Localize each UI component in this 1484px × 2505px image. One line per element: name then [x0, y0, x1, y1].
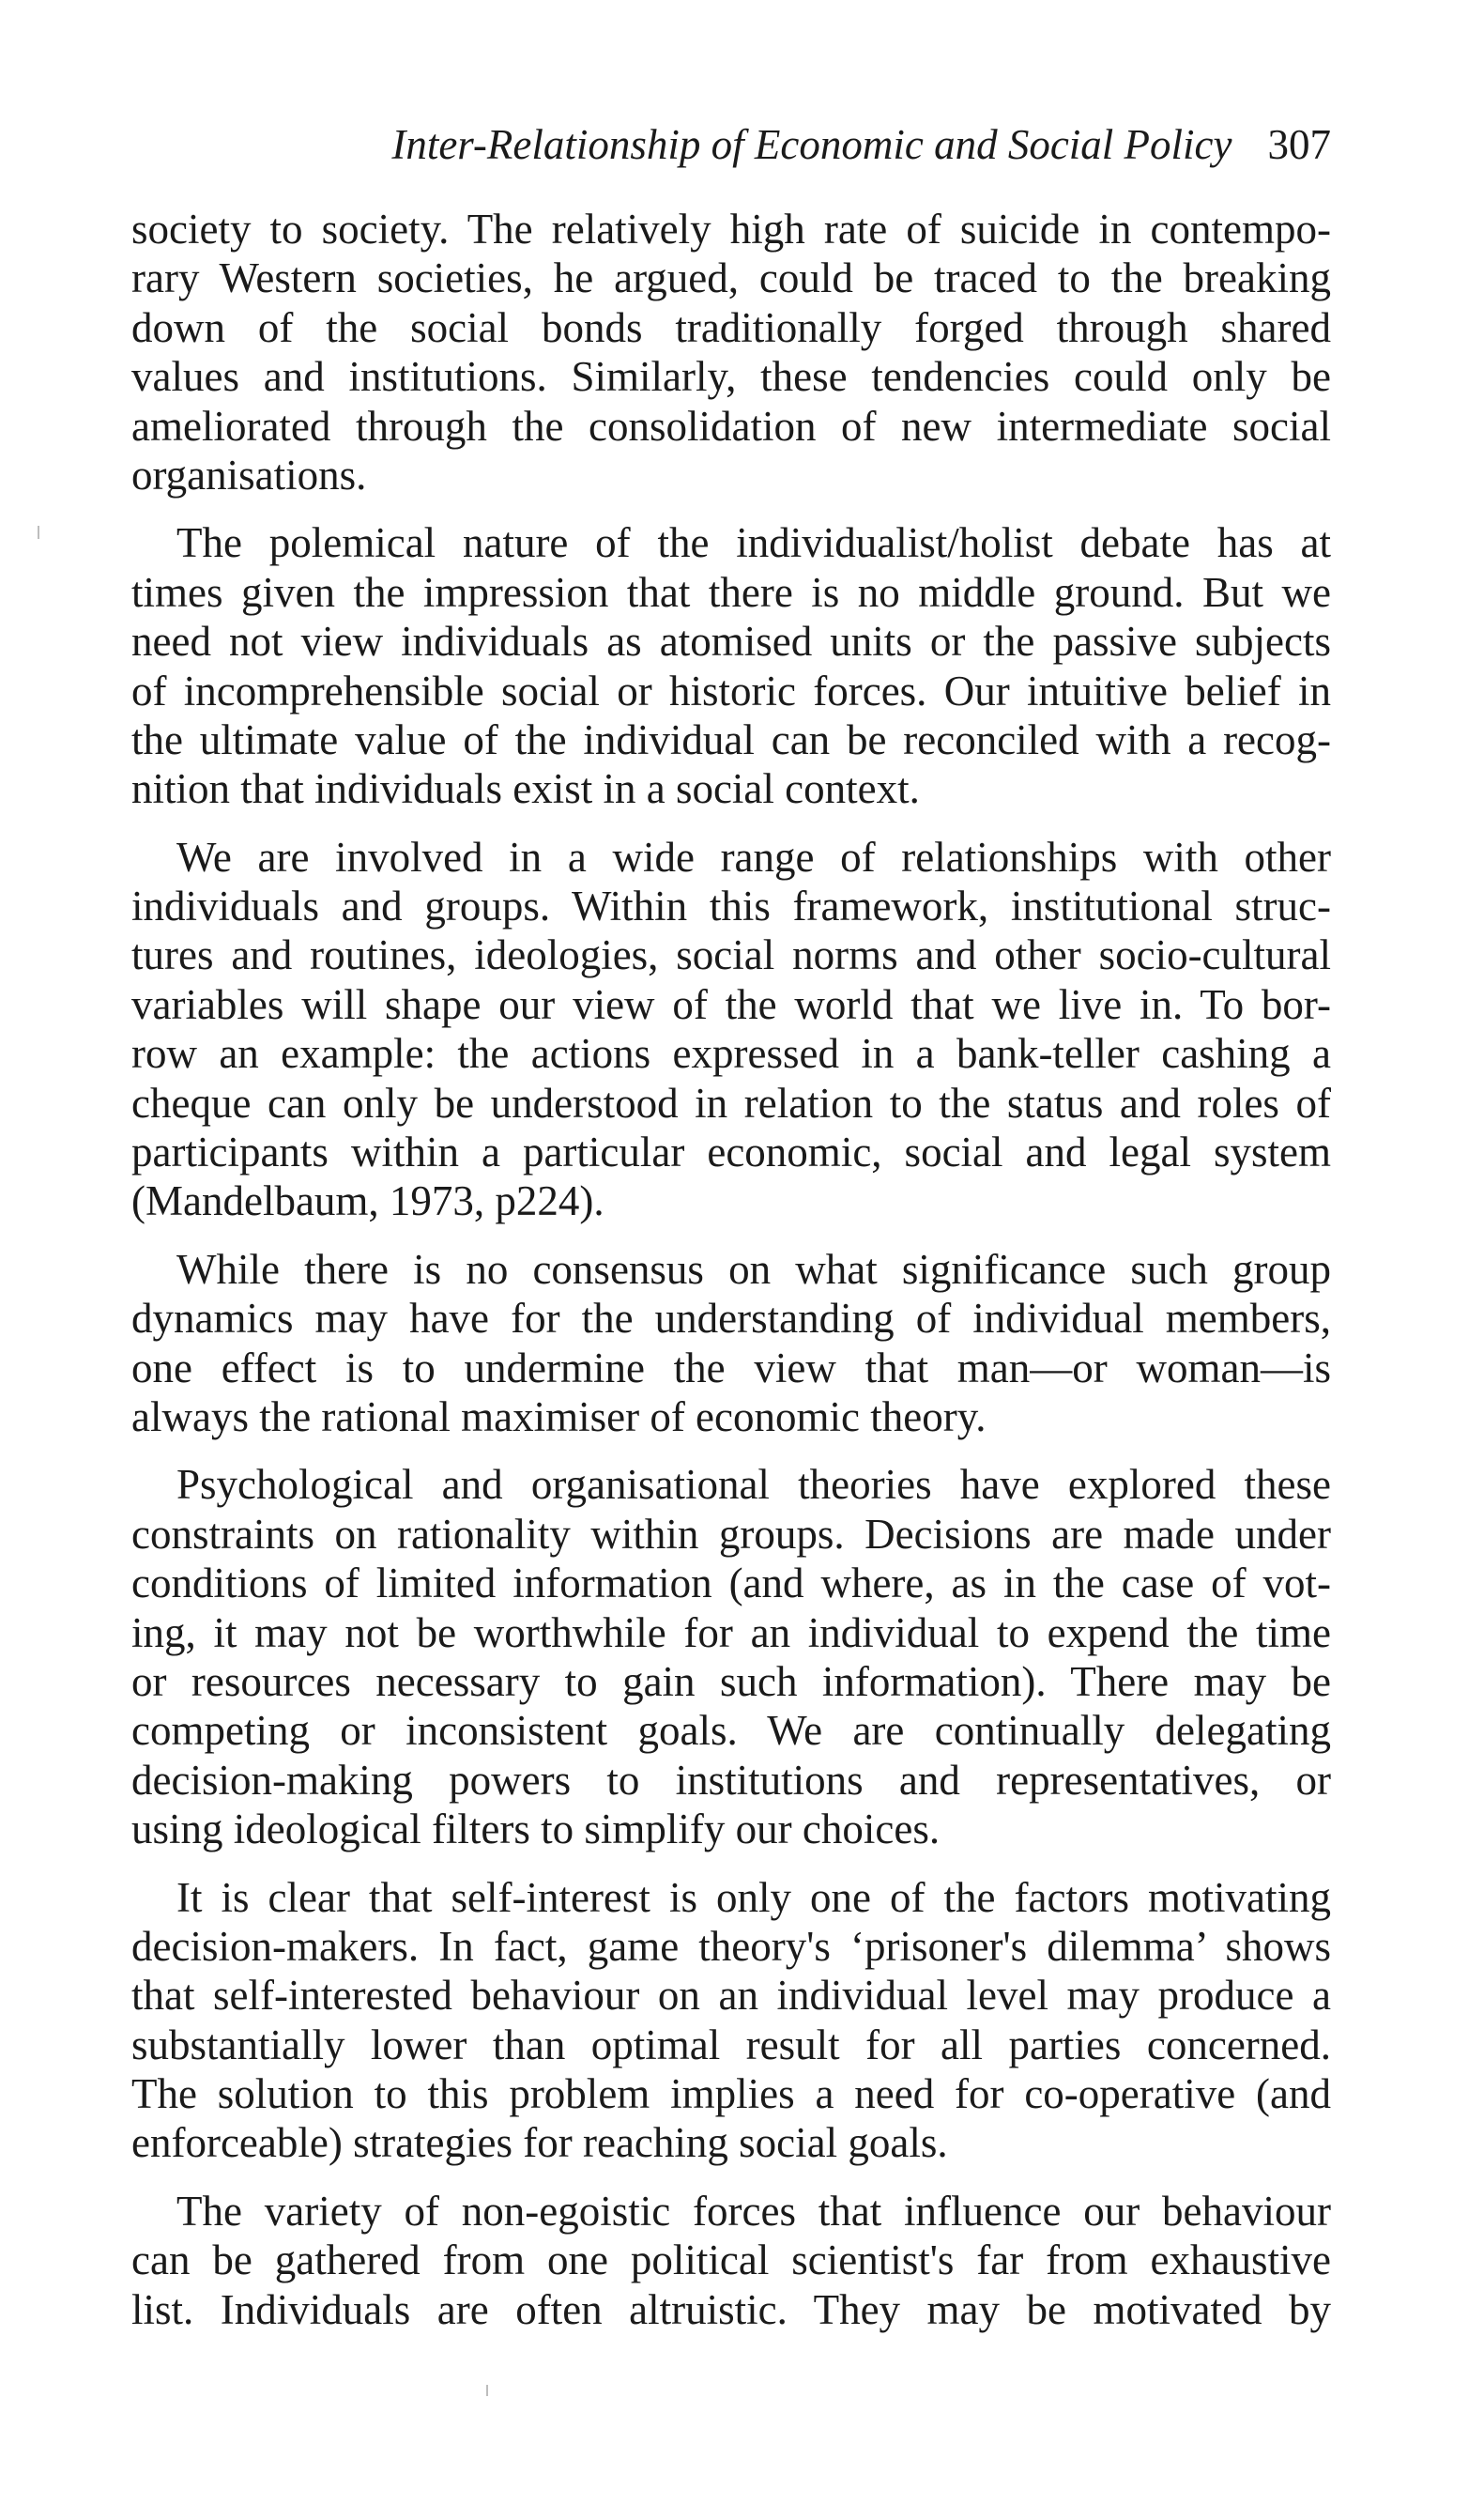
paragraph-gap	[131, 1854, 1331, 1873]
text-line: or resources necessary to gain such information). There may be	[131, 1657, 1331, 1705]
text-line: The solution to this problem implies a need for co-operative (and	[131, 2070, 1331, 2118]
text-line: society to society. The relatively high rate of suicide in contempo-	[131, 206, 1331, 253]
text-line: tures and routines, ideologies, social norms and other socio-cultural	[131, 931, 1331, 979]
text-line: can be gathered from one political scientist's far from exhaustive	[131, 2236, 1331, 2284]
text-line: organisations.	[131, 451, 367, 499]
paragraph	[131, 1245, 1331, 1442]
paragraph	[131, 833, 1331, 1226]
text-line: always the rational maximiser of economic theory.	[131, 1392, 987, 1440]
text-line: row an example: the actions expressed in a bank-teller cashing a	[131, 1030, 1331, 1078]
text-line: rary Western societies, he argued, could be traced to the breaking	[131, 254, 1331, 302]
paragraph	[131, 1460, 1331, 1853]
page-number: 307	[1267, 121, 1331, 168]
text-line: one effect is to undermine the view that man—or woman—is	[131, 1344, 1331, 1391]
body-text	[131, 205, 1331, 2334]
text-line: dynamics may have for the understanding of individual members,	[131, 1295, 1331, 1343]
text-line: decision-makers. In fact, game theory's ‘prisoner's dilemma’ shows	[131, 1922, 1331, 1970]
paragraph-gap	[131, 499, 1331, 518]
text-line: using ideological filters to simplify our choices.	[131, 1806, 941, 1853]
text-line: ing, it may not be worthwhile for an individual to expend the time	[131, 1608, 1331, 1656]
text-line: enforceable) strategies for reaching social goals.	[131, 2119, 948, 2167]
text-line: Psychological and organisational theories have explored these	[176, 1461, 1331, 1509]
text-line: times given the impression that there is no middle ground. But we	[131, 568, 1331, 616]
running-title: Inter-Relationship of Economic and Social Policy	[391, 121, 1232, 168]
text-line: participants within a particular economic, social and legal system	[131, 1129, 1331, 1176]
text-line: It is clear that self-interest is only one of the factors motivating	[176, 1873, 1331, 1921]
text-line: values and institutions. Similarly, these tendencies could only be	[131, 353, 1331, 401]
text-line: The variety of non-egoistic forces that influence our behaviour	[176, 2187, 1331, 2235]
paragraph	[131, 518, 1331, 813]
text-line: ameliorated through the consolidation of new intermediate social	[131, 402, 1331, 450]
text-line: constraints on rationality within groups. Decisions are made under	[131, 1510, 1331, 1558]
running-head	[131, 120, 1331, 177]
text-line: list. Individuals are often altruistic. They may be motivated by	[131, 2285, 1331, 2333]
text-line: The polemical nature of the individualist/holist debate has at	[176, 519, 1331, 567]
text-line: While there is no consensus on what significance such group	[176, 1245, 1331, 1293]
paragraph-gap	[131, 2168, 1331, 2187]
text-line: substantially lower than optimal result for all parties concerned.	[131, 2021, 1331, 2068]
text-line: that self-interested behaviour on an individual level may produce a	[131, 1972, 1331, 2020]
paragraph	[131, 205, 1331, 499]
text-line: We are involved in a wide range of relationships with other	[176, 833, 1331, 881]
margin-mark	[38, 526, 39, 539]
text-line: of incomprehensible social or historic forces. Our intuitive belief in	[131, 667, 1331, 715]
paragraph-gap	[131, 1441, 1331, 1460]
margin-mark	[486, 2385, 488, 2396]
text-line: need not view individuals as atomised units or the passive subjects	[131, 618, 1331, 666]
paragraph	[131, 2187, 1331, 2334]
paragraph	[131, 1873, 1331, 2168]
text-line: down of the social bonds traditionally forged through shared	[131, 303, 1331, 351]
paragraph-gap	[131, 814, 1331, 833]
text-line: individuals and groups. Within this framework, institutional struc-	[131, 883, 1331, 930]
text-line: cheque can only be understood in relation to the status and roles of	[131, 1079, 1331, 1127]
text-line: the ultimate value of the individual can be reconciled with a recog-	[131, 715, 1331, 763]
paragraph-gap	[131, 1226, 1331, 1245]
text-line: (Mandelbaum, 1973, p224).	[131, 1177, 604, 1225]
text-line: conditions of limited information (and where, as in the case of vot-	[131, 1560, 1331, 1607]
text-line: variables will shape our view of the world that we live in. To bor-	[131, 980, 1331, 1028]
text-line: decision-making powers to institutions and representatives, or	[131, 1756, 1331, 1804]
text-line: competing or inconsistent goals. We are continually delegating	[131, 1707, 1331, 1755]
text-line: nition that individuals exist in a social context.	[131, 765, 920, 813]
